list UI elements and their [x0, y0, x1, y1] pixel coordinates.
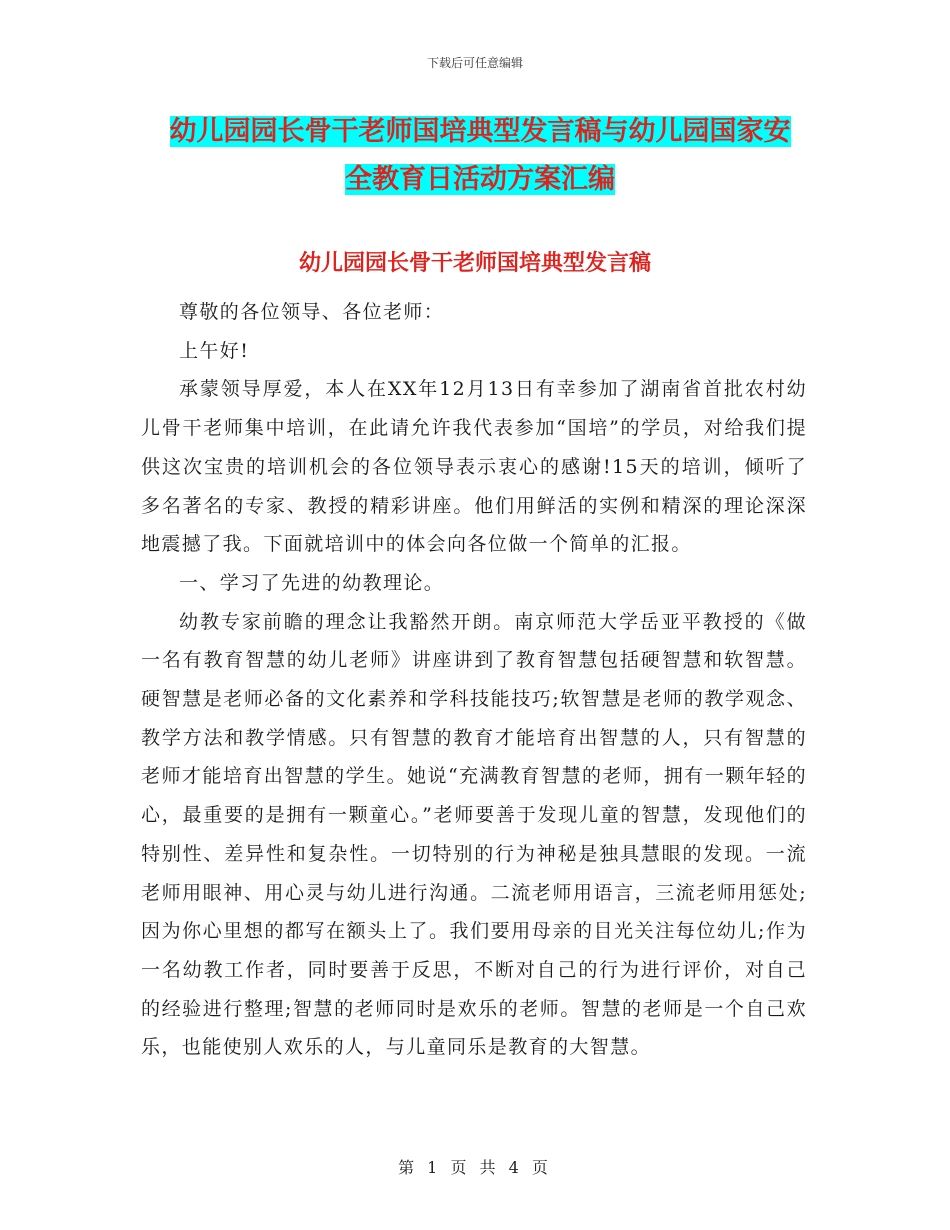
document-title-line-2: 全教育日活动方案汇编 — [345, 164, 615, 195]
section-title: 幼儿园园长骨干老师国培典型发言稿 — [298, 251, 651, 276]
paragraph-theory: 幼教专家前瞻的理念让我豁然开朗。南京师范大学岳亚平教授的《做一名有教育智慧的幼儿老师》讲座讲到了教育智慧包括硬智慧和软智慧。硬智慧是老师必备的文化素养和学科技能技巧;软智慧是老师的教学观念、教学方法和教学情感。只有智慧的教育才能培育出智慧的人，只有智慧的老师才能培育出智慧的学生。她说“充满教育智慧的老师，拥有一颗年轻的心，最重要的是拥有一颗童心。”老师要善于发现儿童的智慧，发现他们的特别性、差异性和复杂性。一切特别的行为神秘是独具慧眼的发现。一流老师用眼神、用心灵与幼儿进行沟通。二流老师用语言，三流老师用惩处;因为你心里想的都写在额头上了。我们要用母亲的目光关注每位幼儿;作为一名幼教工作者，同时要善于反思，不断对自己的行为进行评价，对自己的经验进行整理;智慧的老师同时是欢乐的老师。智慧的老师是一个自己欢乐，也能使别人欢乐的人，与儿童同乐是教育的大智慧。 — [141, 610, 807, 1059]
paragraph-intro: 承蒙领导厚爱，本人在XX年12月13日有幸参加了湖南省首批农村幼儿骨干老师集中培训，在此请允许我代表参加“国培”的学员，对给我们提供这次宝贵的培训机会的各位领导表示衷心的感谢!15天的培训，倾听了多名著名的专家、教授的精彩讲座。他们用鲜活的实例和精深的理论深深地震撼了我。下面就培训中的体会向各位做一个简单的汇报。 — [141, 378, 807, 556]
paragraph-good-morning: 上午好! — [179, 339, 250, 362]
document-title — [140, 108, 820, 204]
document-title-line-1: 幼儿园园长骨干老师国培典型发言稿与幼儿园国家安 — [169, 116, 791, 147]
page-footer: 第 1 页 共 4 页 — [398, 1158, 552, 1177]
paragraph-greeting: 尊敬的各位领导、各位老师： — [179, 301, 445, 323]
header-note: 下载后可任意编辑 — [426, 56, 523, 70]
body-text — [141, 293, 807, 1067]
paragraph-heading-1: 一、学习了先进的幼教理论。 — [179, 571, 445, 594]
